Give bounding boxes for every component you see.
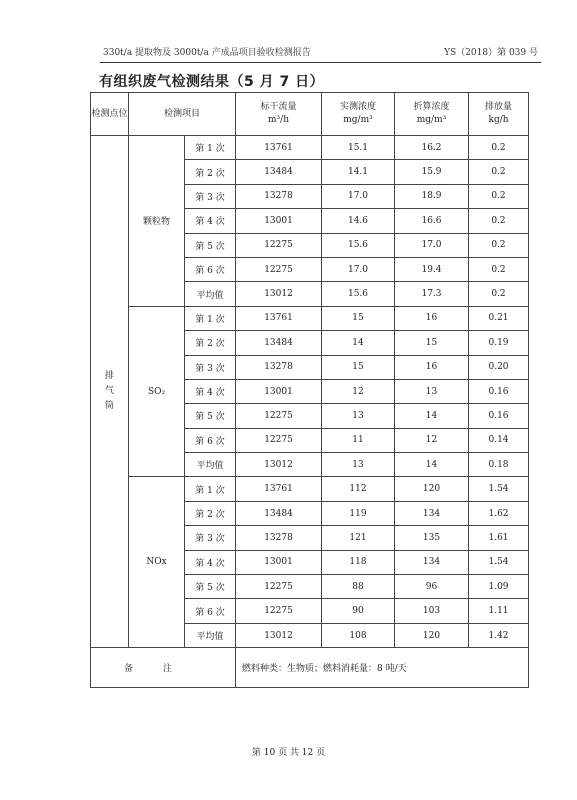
table-header-row xyxy=(91,93,529,136)
cell-flow: 13012 xyxy=(236,282,322,306)
cell-emission: 1.61 xyxy=(469,526,529,550)
cell-flow: 13278 xyxy=(236,184,322,208)
cell-measured: 14.6 xyxy=(322,209,395,233)
report-header xyxy=(103,45,538,61)
cell-emission: 0.2 xyxy=(469,209,529,233)
cell-converted: 135 xyxy=(395,526,469,550)
cell-measured: 14.1 xyxy=(322,160,395,184)
cell-measured: 14 xyxy=(322,331,395,355)
cell-converted: 18.9 xyxy=(395,184,469,208)
cell-emission: 0.2 xyxy=(469,257,529,281)
cell-measured: 15.6 xyxy=(322,233,395,257)
cell-label: 第 1 次 xyxy=(185,306,236,330)
cell-flow: 13001 xyxy=(236,209,322,233)
cell-measured: 15 xyxy=(322,355,395,379)
cell-flow: 13484 xyxy=(236,501,322,525)
table-row xyxy=(91,306,529,330)
cell-measured: 15.6 xyxy=(322,282,395,306)
cell-measured: 15.1 xyxy=(322,136,395,160)
cell-converted: 14 xyxy=(395,453,469,477)
cell-measured: 17.0 xyxy=(322,257,395,281)
cell-measured: 15 xyxy=(322,306,395,330)
cell-label: 第 6 次 xyxy=(185,257,236,281)
cell-converted: 17.3 xyxy=(395,282,469,306)
header-emission: 排放量 kg/h xyxy=(469,93,529,136)
cell-converted: 134 xyxy=(395,550,469,574)
cell-measured: 108 xyxy=(322,623,395,647)
cell-converted: 19.4 xyxy=(395,257,469,281)
header-measured: 实测浓度 mg/m³ xyxy=(322,93,395,136)
cell-converted: 16 xyxy=(395,306,469,330)
cell-label: 第 2 次 xyxy=(185,160,236,184)
cell-measured: 12 xyxy=(322,379,395,403)
cell-flow: 13001 xyxy=(236,379,322,403)
cell-measured: 88 xyxy=(322,575,395,599)
cell-converted: 120 xyxy=(395,477,469,501)
cell-measured: 17.0 xyxy=(322,184,395,208)
cell-flow: 13761 xyxy=(236,306,322,330)
cell-flow: 13278 xyxy=(236,526,322,550)
cell-label: 第 2 次 xyxy=(185,501,236,525)
header-divider xyxy=(100,62,541,63)
cell-measured: 112 xyxy=(322,477,395,501)
cell-converted: 16 xyxy=(395,355,469,379)
cell-emission: 1.42 xyxy=(469,623,529,647)
cell-emission: 0.16 xyxy=(469,404,529,428)
cell-flow: 13012 xyxy=(236,453,322,477)
note-row xyxy=(91,648,529,688)
cell-emission: 0.2 xyxy=(469,233,529,257)
cell-label: 第 3 次 xyxy=(185,526,236,550)
cell-emission: 1.54 xyxy=(469,477,529,501)
cell-converted: 15 xyxy=(395,331,469,355)
cell-flow: 13761 xyxy=(236,136,322,160)
cell-label: 第 4 次 xyxy=(185,550,236,574)
table-row xyxy=(91,477,529,501)
cell-emission: 0.21 xyxy=(469,306,529,330)
cell-label: 第 5 次 xyxy=(185,575,236,599)
cell-measured: 13 xyxy=(322,404,395,428)
header-converted: 折算浓度 mg/m³ xyxy=(395,93,469,136)
note-label: 备注 xyxy=(91,648,236,688)
cell-flow: 12275 xyxy=(236,428,322,452)
cell-emission: 1.62 xyxy=(469,501,529,525)
cell-label: 第 3 次 xyxy=(185,355,236,379)
cell-flow: 12275 xyxy=(236,404,322,428)
emission-results-table xyxy=(90,92,529,688)
cell-label: 第 5 次 xyxy=(185,233,236,257)
pollutant-cell: SO₂ xyxy=(129,306,185,477)
cell-converted: 12 xyxy=(395,428,469,452)
cell-converted: 134 xyxy=(395,501,469,525)
cell-emission: 1.54 xyxy=(469,550,529,574)
cell-emission: 0.2 xyxy=(469,184,529,208)
cell-measured: 11 xyxy=(322,428,395,452)
cell-label: 第 2 次 xyxy=(185,331,236,355)
cell-flow: 13278 xyxy=(236,355,322,379)
cell-converted: 17.0 xyxy=(395,233,469,257)
cell-label: 第 4 次 xyxy=(185,379,236,403)
cell-converted: 16.6 xyxy=(395,209,469,233)
header-flow: 标干流量 m³/h xyxy=(236,93,322,136)
cell-flow: 13001 xyxy=(236,550,322,574)
cell-measured: 13 xyxy=(322,453,395,477)
cell-label: 平均值 xyxy=(185,282,236,306)
cell-converted: 103 xyxy=(395,599,469,623)
cell-measured: 121 xyxy=(322,526,395,550)
cell-converted: 120 xyxy=(395,623,469,647)
table-row xyxy=(91,136,529,160)
header-point: 检测点位 xyxy=(91,93,129,136)
cell-label: 第 4 次 xyxy=(185,209,236,233)
cell-converted: 14 xyxy=(395,404,469,428)
cell-label: 第 6 次 xyxy=(185,428,236,452)
report-header-number: YS（2018）第 039 号 xyxy=(444,48,538,58)
cell-converted: 96 xyxy=(395,575,469,599)
cell-converted: 13 xyxy=(395,379,469,403)
cell-emission: 0.14 xyxy=(469,428,529,452)
cell-emission: 0.19 xyxy=(469,331,529,355)
cell-label: 第 3 次 xyxy=(185,184,236,208)
cell-flow: 12275 xyxy=(236,233,322,257)
cell-emission: 1.09 xyxy=(469,575,529,599)
cell-flow: 12275 xyxy=(236,599,322,623)
report-header-project: 330t/a 提取物及 3000t/a 产成品项目验收检测报告 xyxy=(103,48,311,58)
page-title: 有组织废气检测结果（5 月 7 日） xyxy=(99,74,325,90)
cell-emission: 0.16 xyxy=(469,379,529,403)
cell-label: 平均值 xyxy=(185,623,236,647)
page-footer: 第 10 页 共 12 页 xyxy=(251,748,326,758)
cell-measured: 90 xyxy=(322,599,395,623)
cell-converted: 16.2 xyxy=(395,136,469,160)
cell-emission: 0.18 xyxy=(469,453,529,477)
cell-emission: 0.20 xyxy=(469,355,529,379)
location-cell: 排 气 筒 xyxy=(91,136,129,648)
cell-flow: 12275 xyxy=(236,257,322,281)
cell-converted: 15.9 xyxy=(395,160,469,184)
cell-label: 第 1 次 xyxy=(185,477,236,501)
cell-emission: 1.11 xyxy=(469,599,529,623)
cell-measured: 118 xyxy=(322,550,395,574)
note-text: 燃料种类：生物质；燃料消耗量：8 吨/天 xyxy=(236,648,529,688)
cell-label: 第 5 次 xyxy=(185,404,236,428)
cell-flow: 12275 xyxy=(236,575,322,599)
cell-emission: 0.2 xyxy=(469,160,529,184)
cell-emission: 0.2 xyxy=(469,282,529,306)
pollutant-cell: NOx xyxy=(129,477,185,648)
cell-label: 第 6 次 xyxy=(185,599,236,623)
cell-flow: 13012 xyxy=(236,623,322,647)
header-item: 检测项目 xyxy=(129,93,236,136)
cell-label: 第 1 次 xyxy=(185,136,236,160)
pollutant-cell: 颗粒物 xyxy=(129,136,185,307)
cell-emission: 0.2 xyxy=(469,136,529,160)
cell-flow: 13484 xyxy=(236,160,322,184)
cell-flow: 13761 xyxy=(236,477,322,501)
cell-label: 平均值 xyxy=(185,453,236,477)
cell-measured: 119 xyxy=(322,501,395,525)
cell-flow: 13484 xyxy=(236,331,322,355)
